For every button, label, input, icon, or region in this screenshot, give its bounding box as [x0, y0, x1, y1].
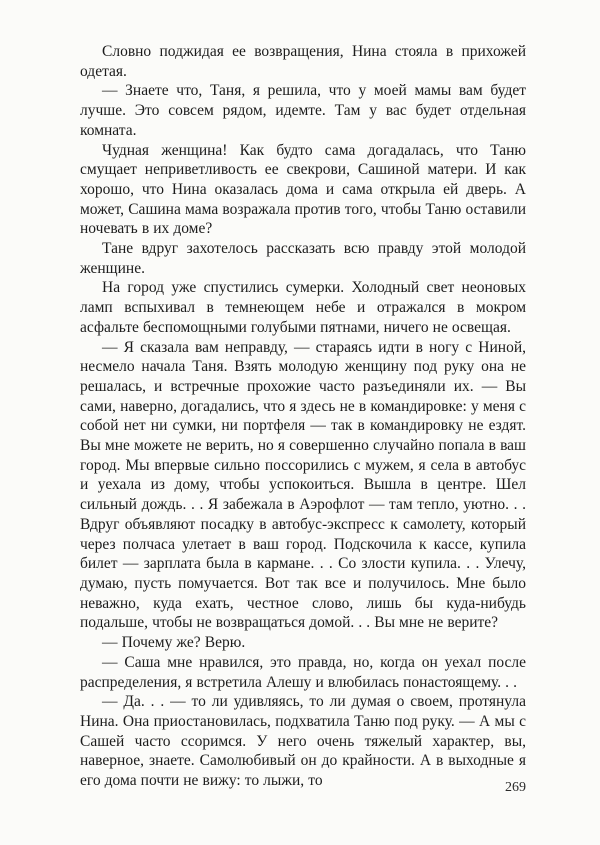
- paragraph-4: Тане вдруг захотелось рассказать всю правду этой молодой женщине.: [80, 240, 526, 277]
- paragraph-1: Словно поджидая ее возвращения, Нина стояла в прихожей одетая.: [80, 43, 526, 80]
- body-text: [80, 42, 526, 791]
- paragraph-3: Чудная женщина! Как будто сама догадалась, что Таню смущает неприветливость ее свекрови, Сашиной матери. И как хорошо, что Нина оказалась дома и сама открыла ей дверь. А может, Сашина мама возражала против того, чтобы Таню оставили ночевать в их доме?: [80, 141, 526, 238]
- paragraph-2: — Знаете что, Таня, я решила, что у моей мамы вам будет лучше. Это совсем рядом, идемте. Там у вас будет отдельная комната.: [80, 82, 526, 139]
- paragraph-9: — Да. . . — то ли удивляясь, то ли думая о своем, протянула Нина. Она приостановилась, подхватила Таню под руку. — А мы с Сашей часто ссоримся. У него очень тяжелый характер, вы, наверное, знаете. Самолюбивый он до крайности. А в выходные я его дома почти не вижу: то лыжи, то: [80, 693, 526, 790]
- paragraph-7: — Почему же? Верю.: [102, 634, 246, 652]
- paragraph-5: На город уже спустились сумерки. Холодный свет неоновых ламп вспыхивал в темнеющем небе и отражался в мокром асфальте беспомощными голубыми пятнами, ничего не освещая.: [80, 279, 526, 336]
- page-number: 269: [505, 780, 526, 795]
- paragraph-6: — Я сказала вам неправду, — стараясь идти в ногу с Ниной, несмело начала Таня. Взять молодую женщину под руку она не решалась, и встречные прохожие часто разъединяли их. — Вы сами, наверно, догадались, что я здесь не в командировке: у меня с собой нет ни сумки, ни портфеля — так в командировку не ездят. Вы мне можете не верить, но я совершенно случайно попала в ваш город. Мы впервые сильно поссорились с мужем, я села в автобус и уехала из дому, чтобы успокоиться. Вышла в центре. Шел сильный дождь. . . Я забежала в Аэрофлот — там тепло, уютно. . . Вдруг объявляют посадку в автобус-экспресс к самолету, который через полчаса улетает в ваш город. Подскочила к кассе, купила билет — зарплата была в кармане. . . Со злости купила. . . Улечу, думаю, пусть помучается. Вот так все и получилось. Мне было неважно, куда ехать, честное слово, лишь бы куда-нибудь подальше, чтобы не возвращаться домой. . . Вы мне не верите?: [80, 338, 526, 632]
- paragraph-8: — Саша мне нравился, это правда, но, когда он уехал после распределения, я встретила Алешу и влюбилась понастоящему. . .: [80, 653, 526, 691]
